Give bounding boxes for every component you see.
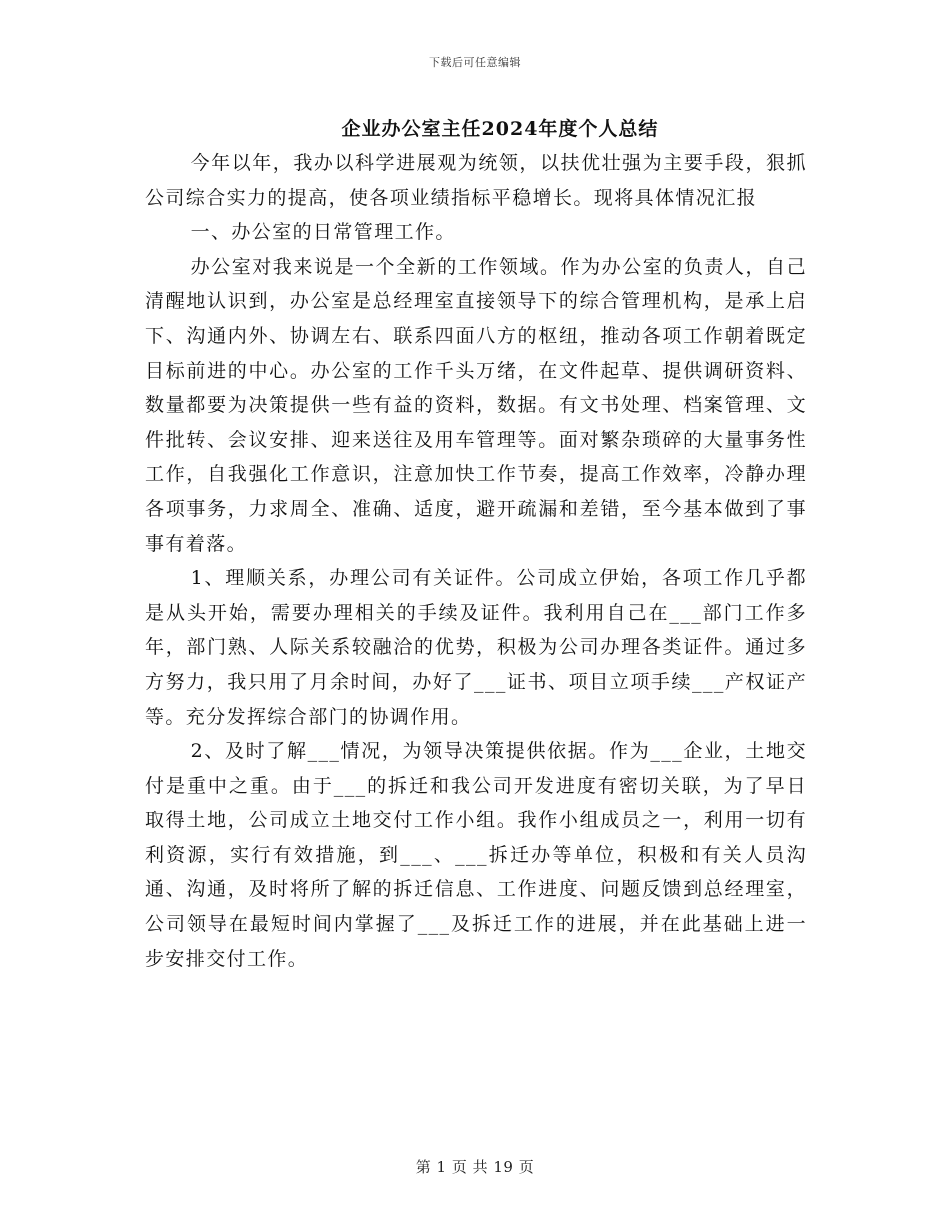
header-note: 下载后可任意编辑	[429, 56, 521, 69]
paragraph-intro: 今年以年，我办以科学进展观为统领，以扶优壮强为主要手段，狠抓公司综合实力的提高，使各项业绩指标平稳增长。现将具体情况汇报	[145, 152, 807, 209]
document-body	[145, 146, 807, 976]
paragraph-item-2: 2、及时了解___情况，为领导决策提供依据。作为___企业，土地交付是重中之重。由于___的拆迁和我公司开发进度有密切关联，为了早日取得土地，公司成立土地交付工作小组。我作小组成员之一，利用一切有利资源，实行有效措施，到___、___拆迁办等单位，积极和有关人员沟通、沟通，及时将所了解的拆迁信息、工作进度、问题反馈到总经理室，公司领导在最短时间内掌握了___及拆迁工作的进展，并在此基础上进一步安排交付工作。	[145, 740, 807, 970]
paragraph-office-work: 办公室对我来说是一个全新的工作领域。作为办公室的负责人，自己清醒地认识到，办公室是总经理室直接领导下的综合管理机构，是承上启下、沟通内外、协调左右、联系四面八方的枢纽，推动各项工作朝着既定目标前进的中心。办公室的工作千头万绪，在文件起草、提供调研资料、数量都要为决策提供一些有益的资料，数据。有文书处理、档案管理、文件批转、会议安排、迎来送往及用车管理等。面对繁杂琐碎的大量事务性工作，自我强化工作意识，注意加快工作节奏，提高工作效率，冷静办理各项事务，力求周全、准确、适度，避开疏漏和差错，至今基本做到了事事有着落。	[145, 255, 807, 555]
paragraph-item-1: 1、理顺关系，办理公司有关证件。公司成立伊始，各项工作几乎都是从头开始，需要办理相关的手续及证件。我利用自己在___部门工作多年，部门熟、人际关系较融洽的优势，积极为公司办理各类证件。通过多方努力，我只用了月余时间，办好了___证书、项目立项手续___产权证产等。充分发挥综合部门的协调作用。	[145, 567, 807, 728]
page-number: 第 1 页 共 19 页	[415, 1158, 535, 1176]
document-title: 企业办公室主任2024年度个人总结	[341, 118, 659, 140]
section-heading-1: 一、办公室的日常管理工作。	[190, 221, 456, 244]
